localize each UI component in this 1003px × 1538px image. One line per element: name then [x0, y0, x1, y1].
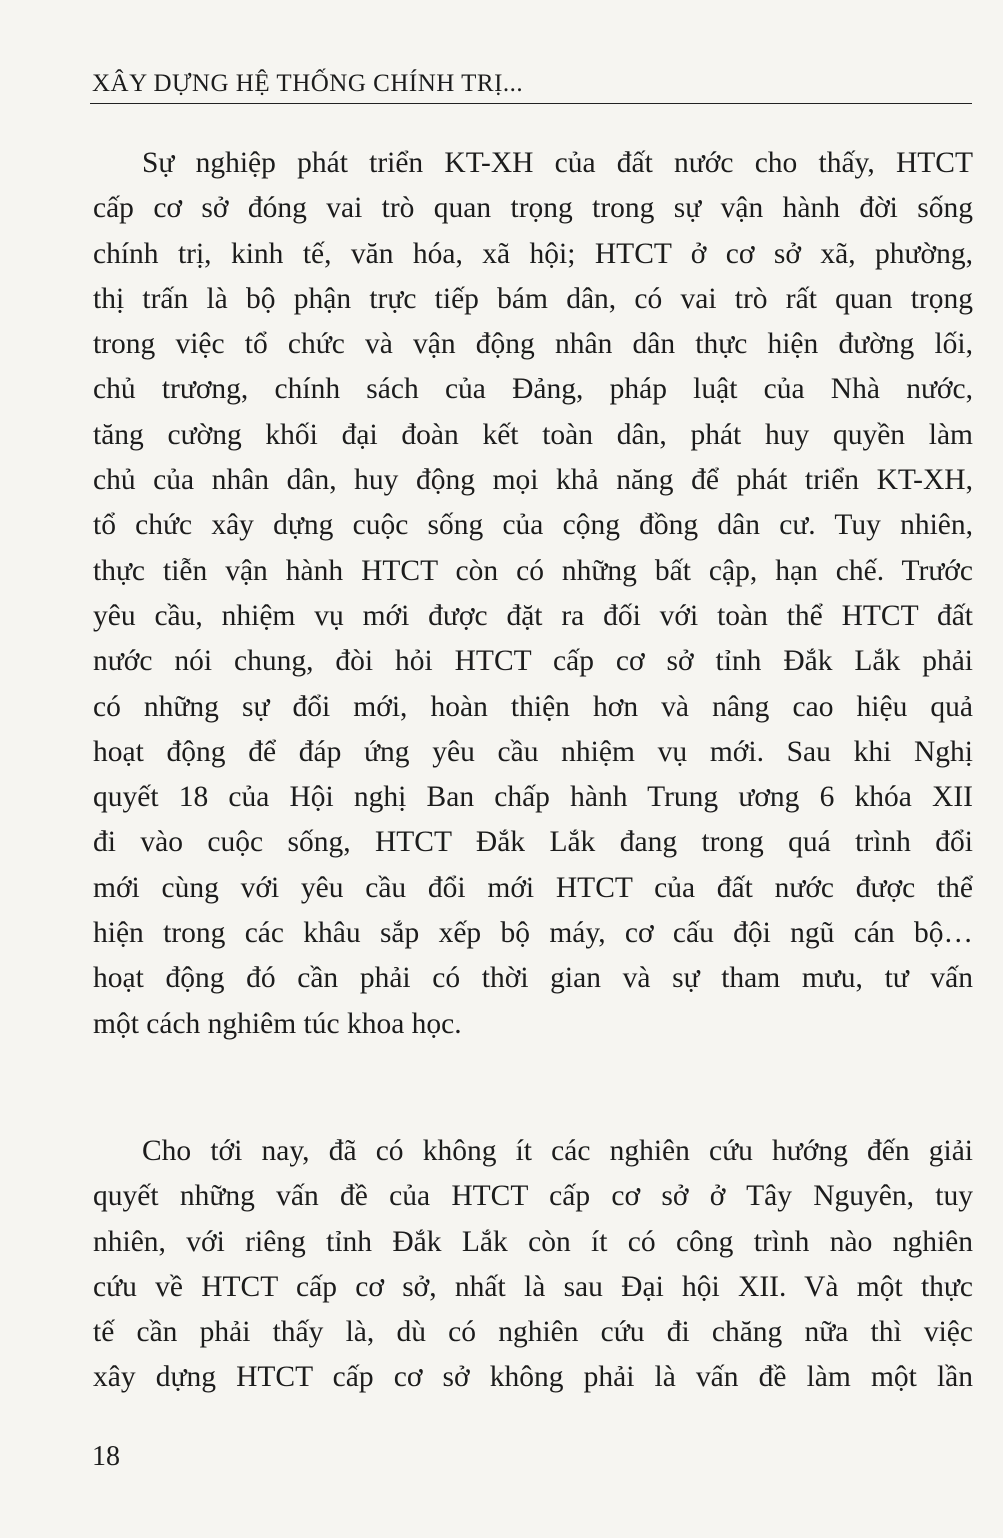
text-line: xây dựng HTCT cấp cơ sở không phải là vấn đề làm một lần: [93, 1361, 973, 1394]
text-line: Sự nghiệp phát triển KT-XH của đất nước cho thấy, HTCT: [142, 147, 973, 179]
text-line: Cho tới nay, đã có không ít các nghiên cứu hướng đến giải: [142, 1135, 973, 1167]
text-line: hiện trong các khâu sắp xếp bộ máy, cơ cấu đội ngũ cán bộ…: [93, 917, 973, 950]
text-line: quyết những vấn đề của HTCT cấp cơ sở ở Tây Nguyên, tuy: [93, 1180, 973, 1213]
text-line: quyết 18 của Hội nghị Ban chấp hành Trung ương 6 khóa XII: [93, 781, 973, 814]
text-line: thị trấn là bộ phận trực tiếp bám dân, có vai trò rất quan trọng: [93, 282, 973, 315]
text-line: tăng cường khối đại đoàn kết toàn dân, phát huy quyền làm: [93, 418, 973, 451]
text-line: hoạt động đó cần phải có thời gian và sự tham mưu, tư vấn: [93, 962, 973, 995]
page-number: 18: [92, 1441, 120, 1472]
text-line: nước nói chung, đòi hỏi HTCT cấp cơ sở tỉnh Đắk Lắk phải: [93, 645, 973, 678]
text-line: yêu cầu, nhiệm vụ mới được đặt ra đối với toàn thể HTCT đất: [93, 599, 973, 632]
text-line: trong việc tổ chức và vận động nhân dân thực hiện đường lối,: [93, 328, 973, 361]
text-line: một cách nghiêm túc khoa học.: [93, 1007, 462, 1040]
text-line: đi vào cuộc sống, HTCT Đắk Lắk đang trong quá trình đổi: [93, 826, 973, 859]
text-line: có những sự đổi mới, hoàn thiện hơn và nâng cao hiệu quả: [93, 690, 973, 723]
text-line: tế cần phải thấy là, dù có nghiên cứu đi chăng nữa thì việc: [93, 1316, 973, 1349]
text-line: chủ trương, chính sách của Đảng, pháp luật của Nhà nước,: [93, 373, 973, 406]
text-line: cứu về HTCT cấp cơ sở, nhất là sau Đại hội XII. Và một thực: [93, 1270, 973, 1303]
text-line: thực tiễn vận hành HTCT còn có những bất cập, hạn chế. Trước: [93, 554, 973, 587]
text-line: mới cùng với yêu cầu đổi mới HTCT của đất nước được thể: [93, 871, 973, 904]
text-line: chính trị, kinh tế, văn hóa, xã hội; HTCT ở cơ sở xã, phường,: [93, 237, 973, 270]
header-rule: [90, 103, 972, 104]
running-head: XÂY DỰNG HỆ THỐNG CHÍNH TRỊ...: [92, 70, 524, 97]
paragraph-2: [93, 1129, 973, 1401]
paragraph-1: [93, 141, 973, 1047]
text-line: hoạt động để đáp ứng yêu cầu nhiệm vụ mới. Sau khi Nghị: [93, 735, 973, 768]
text-line: nhiên, với riêng tỉnh Đắk Lắk còn ít có công trình nào nghiên: [93, 1225, 973, 1258]
text-line: cấp cơ sở đóng vai trò quan trọng trong sự vận hành đời sống: [93, 192, 973, 225]
text-line: chủ của nhân dân, huy động mọi khả năng để phát triển KT-XH,: [93, 464, 973, 497]
text-line: tổ chức xây dựng cuộc sống của cộng đồng dân cư. Tuy nhiên,: [93, 509, 973, 542]
